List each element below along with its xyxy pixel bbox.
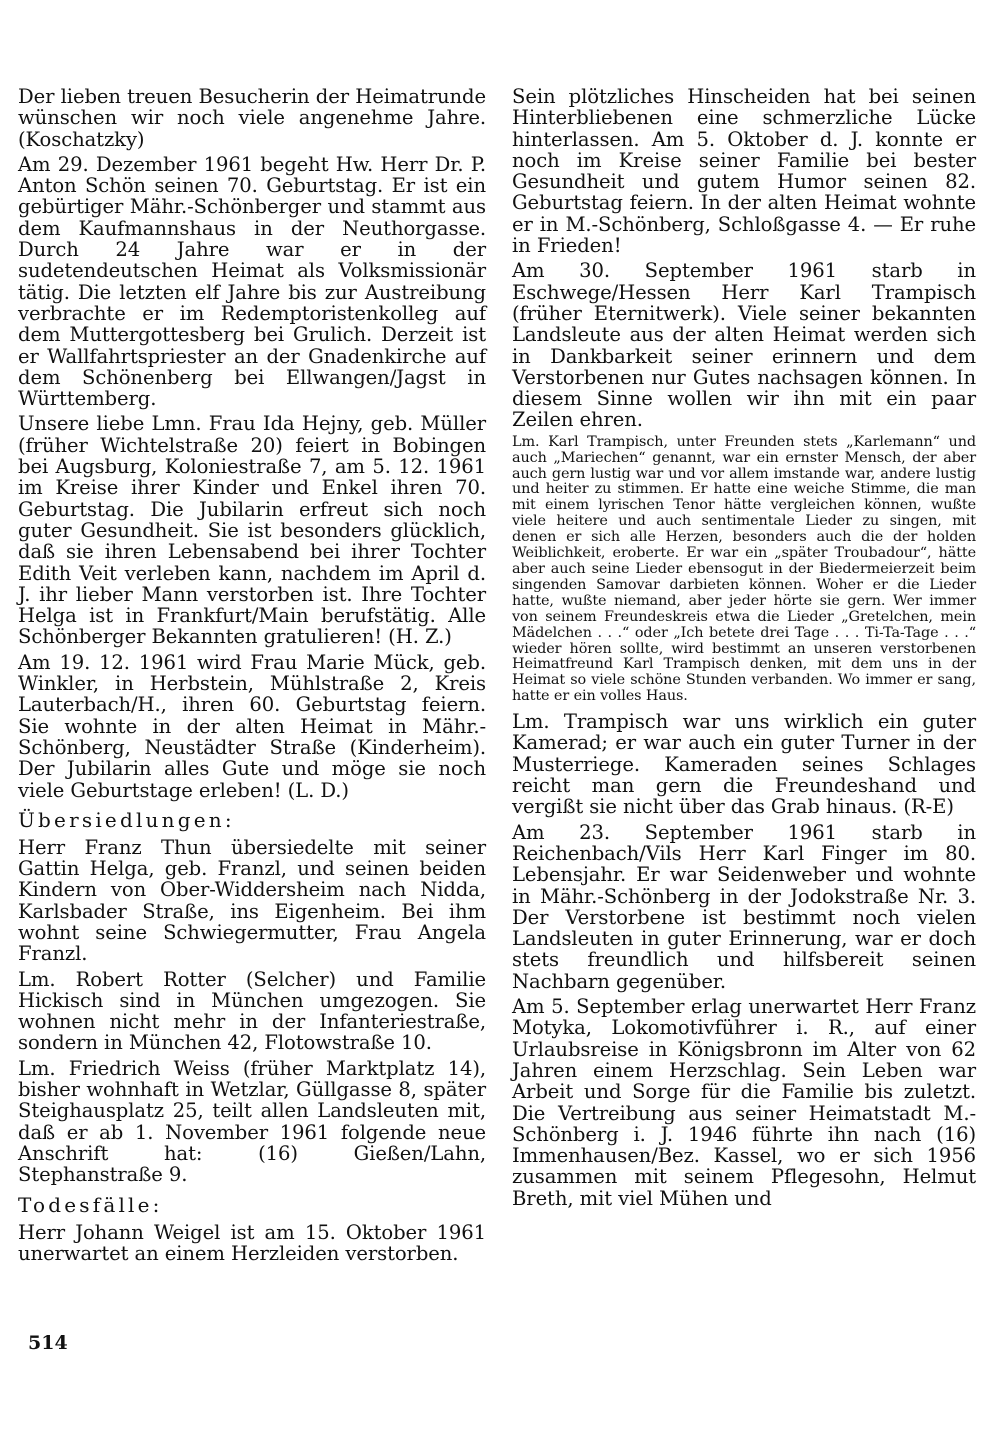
- paragraph-karl-finger: Am 23. September 1961 starb in Reichenbach/Vils Herr Karl Finger im 80. Lebensjahr. Er war Seidenweber und wohnte in Mähr.-Schönberg in der Jodokstraße Nr. 3. Der Verstorbene ist bestimmt noch vielen Landsleuten in guter Erinnerung, war er doch stets freundlich und hilfsbereit seinen Nachbarn gegenüber.: [512, 820, 976, 993]
- paragraph-anton-schoen: Am 29. Dezember 1961 begeht Hw. Herr Dr. P. Anton Schön seinen 70. Geburtstag. Er ist ein gebürtiger Mähr.-Schönberger und stammt aus dem Kaufmannshaus in der Neuthorgasse. Durch 24 Jahre war er in der sudetendeutschen Heimat als Volksmissionär tätig. Die letzten elf Jahre bis zur Austreibung verbrachte er im Redemptoristenkolleg auf dem Muttergottesberg bei Grulich. Derzeit ist er Wallfahrtspriester an der Gnadenkirche auf dem Schönenberg bei Ellwangen/Jagst in Württemberg.: [18, 152, 486, 411]
- paragraph-trampisch-tribute: Lm. Karl Trampisch, unter Freunden stets „Karlemann“ und auch „Mariechen“ genannt, war ein ernster Mensch, der aber auch gern lustig war und vor allem imstande war, andere lustig und heiter zu stimmen. Er hatte eine weiche Stimme, die man mit einem lyrischen Tenor hätte vergleichen können, wußte viele heitere und auch sentimentale Lieder zu singen, mit denen er sich alle Herzen, besonders auch die der holden Weiblichkeit, eroberte. Er war ein „später Troubadour“, hätte aber auch seine Lieder ebensogut in der Biedermeierzeit beim singenden Samovar darbieten können. Woher er die Lieder hatte, wußte niemand, aber jeder hörte sie gern. Wer immer von seinem Freundeskreis etwa die Lieder „Gretelchen, mein Mädelchen . . .“ oder „Ich betete drei Tage . . . Ti-Ta-Tage . . .“ wieder hören sollte, wird bestimmt an unseren verstorbenen Heimatfreund Karl Trampisch denken, mit dem uns in der Heimat so viele schöne Stunden verbanden. Wo immer er sang, hatte er ein volles Haus.: [512, 433, 976, 705]
- paragraph-koschatzky: Der lieben treuen Besucherin der Heimatrunde wünschen wir noch viele angenehme Jahre. (Koschatzky): [18, 85, 486, 151]
- paragraph-trampisch-kamerad: Lm. Trampisch war uns wirklich ein guter Kamerad; er war auch ein guter Turner in der Musterriege. Kameraden seines Schlages reicht man gern die Freundeshand und vergißt sie nicht über das Grab hinaus. (R-E): [512, 710, 976, 819]
- page-number: 514: [28, 1332, 68, 1354]
- paragraph-ida-hejny: Unsere liebe Lmn. Frau Ida Hejny, geb. Müller (früher Wichtelstraße 20) feiert in Bobingen bei Augsburg, Koloniestraße 7, am 5. 12. 1961 im Kreise ihrer Kinder und Enkel ihren 70. Geburtstag. Die Jubilarin erfreut sich noch guter Gesundheit. Sie ist besonders glücklich, daß sie ihren Lebensabend bei ihrer Tochter Edith Veit verleben kann, nachdem im April d. J. ihr lieber Mann verstorben ist. Ihre Tochter Helga ist in Frankfurt/Main berufstätig. Alle Schönberger Bekannten gratulieren! (H. Z.): [18, 412, 486, 649]
- paragraph-friedrich-weiss: Lm. Friedrich Weiss (früher Marktplatz 14), bisher wohnhaft in Wetzlar, Güllgasse 8, später Steighausplatz 25, teilt allen Landsleuten mit, daß er ab 1. November 1961 folgende neue Anschrift hat: (16) Gießen/Lahn, Stephanstraße 9.: [18, 1056, 486, 1187]
- section-heading-uebersiedlungen: Übersiedlungen:: [18, 807, 235, 832]
- paragraph-franz-thun: Herr Franz Thun übersiedelte mit seiner Gattin Helga, geb. Franzl, und seinen beiden Kindern von Ober-Widdersheim nach Nidda, Karlsbader Straße, ins Eigenheim. Bei ihm wohnt seine Schwiegermutter, Frau Angela Franzl.: [18, 835, 486, 966]
- paragraph-robert-rotter: Lm. Robert Rotter (Selcher) und Familie Hickisch sind in München umgezogen. Sie wohnen nicht mehr in der Infanteriestraße, sondern in München 42, Flotowstraße 10.: [18, 967, 486, 1055]
- section-heading-todesfaelle: Todesfälle:: [18, 1192, 163, 1217]
- paragraph-karl-trampisch: Am 30. September 1961 starb in Eschwege/Hessen Herr Karl Trampisch (früher Eternitwerk). Viele seiner bekannten Landsleute aus der alten Heimat werden sich in Dankbarkeit seiner erinnern und dem Verstorbenen nur Gutes nachsagen können. In diesem Sinne wollen wir ihn mit ein paar Zeilen ehren.: [512, 259, 976, 432]
- paragraph-weigel-continued: Sein plötzliches Hinscheiden hat bei seinen Hinterbliebenen eine schmerzliche Lücke hinterlassen. Am 5. Oktober d. J. konnte er noch im Kreise seiner Familie bei bester Gesundheit und gutem Humor seinen 82. Geburtstag feiern. In der alten Heimat wohnte er in M.-Schönberg, Schloßgasse 4. — Er ruhe in Frieden!: [512, 85, 976, 258]
- paragraph-franz-motyka: Am 5. September erlag unerwartet Herr Franz Motyka, Lokomotivführer i. R., auf einer Urlaubsreise in Königsbronn im Alter von 62 Jahren einem Herzschlag. Sein Leben war Arbeit und Sorge für die Familie bis zuletzt. Die Vertreibung aus seiner Heimatstadt M.-Schönberg i. J. 1946 führte ihn nach (16) Immenhausen/Bez. Kassel, wo er sich 1956 zusammen mit seinem Pflegesohn, Helmut Breth, mit viel Mühen und: [512, 995, 976, 1210]
- left-column: [18, 86, 486, 1268]
- paragraph-marie-mueck: Am 19. 12. 1961 wird Frau Marie Mück, geb. Winkler, in Herbstein, Mühlstraße 2, Kreis Lauterbach/H., ihren 60. Geburtstag feiern. Sie wohnte in der alten Heimat in Mähr.-Schönberg, Neustädter Straße (Kinderheim). Der Jubilarin alles Gute und möge sie noch viele Geburtstage erleben! (L. D.): [18, 650, 486, 802]
- paragraph-johann-weigel: Herr Johann Weigel ist am 15. Oktober 1961 unerwartet an einem Herzleiden verstorben.: [18, 1220, 486, 1265]
- right-column: [512, 86, 976, 1213]
